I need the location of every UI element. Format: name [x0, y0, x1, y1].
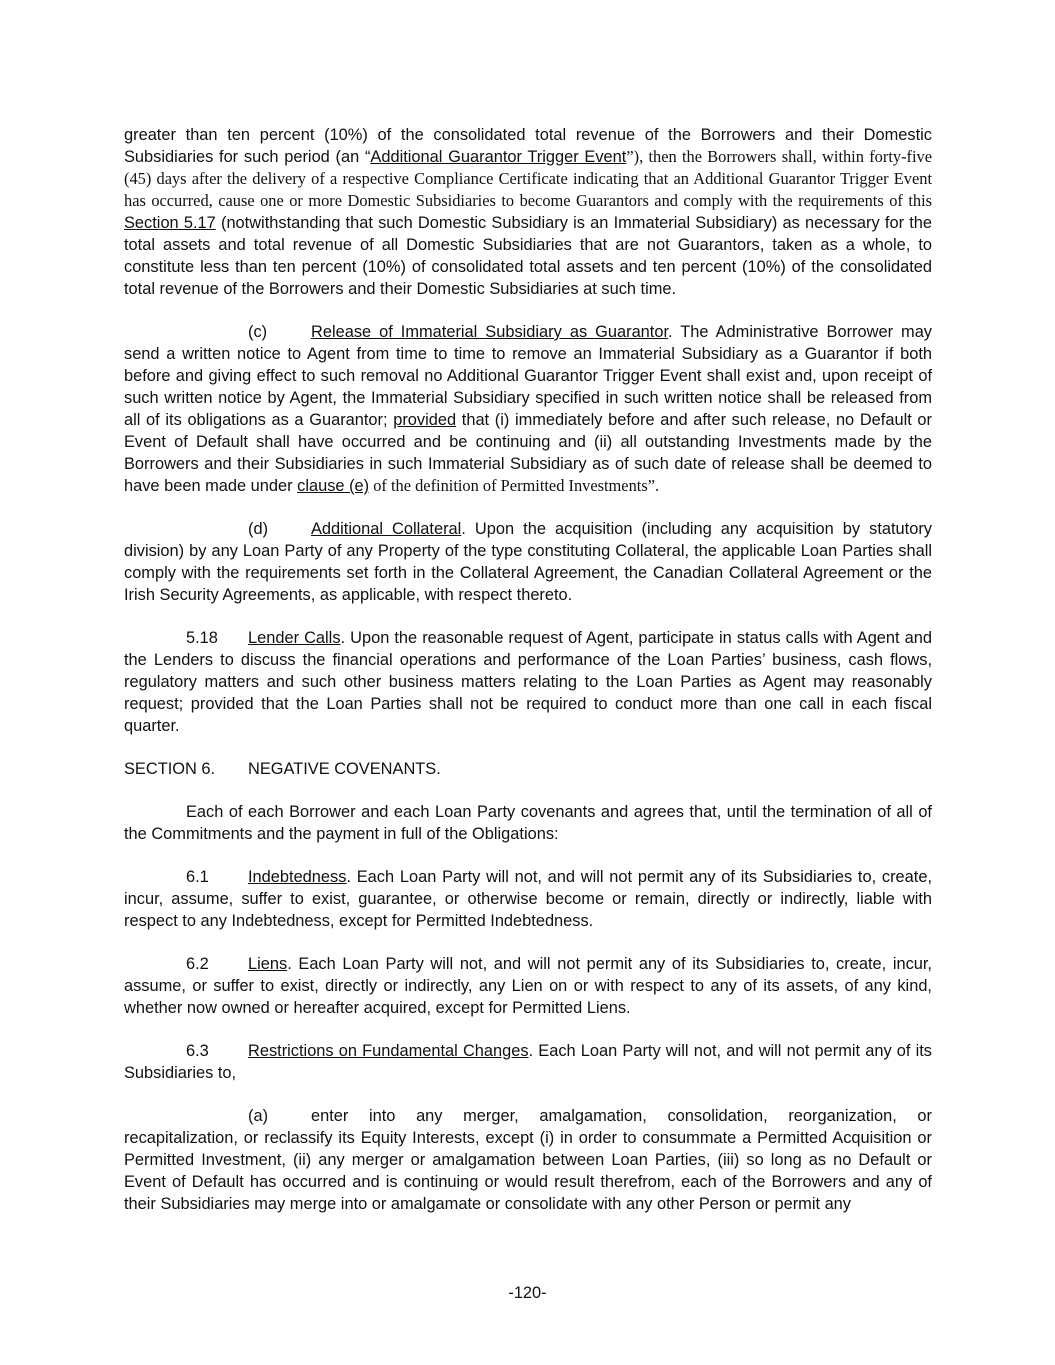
defined-term: Additional Guarantor Trigger Event: [370, 148, 627, 166]
article-number: SECTION 6.: [124, 760, 216, 778]
paragraph-text: . Upon the reasonable request of Agent, participate in status calls with Agent and the Lenders to discuss the financial operations and performance of the Loan Parties’ business, cash flows, regulatory matters and such other business matters relating to the Loan Parties as Agent may reasonably request; provided that the Loan Parties shall not be required to conduct more than one call in each fiscal quarter.: [124, 629, 932, 735]
section-title: Liens: [248, 955, 288, 973]
clause-title: Additional Collateral: [311, 520, 462, 538]
clause-title: Release of Immaterial Subsidiary as Guarantor: [311, 323, 669, 341]
section-6-2: [124, 953, 932, 1019]
section-6-3-a: [124, 1105, 932, 1215]
paragraph-text: enter into any merger, amalgamation, consolidation, reorganization, or recapitalization, or reclassify its Equity Interests, except (i) in order to consummate a Permitted Acquisition or Permitted Investment, (ii) any merger or amalgamation between Loan Parties, (iii) so long as no Default or Event of Default has occurred and is continuing or would result therefrom, each of the Borrowers and any of their Subsidiaries may merge into or amalgamate or consolidate with any other Person or permit any: [124, 1107, 932, 1213]
section-reference: Section 5.17: [124, 214, 216, 232]
section-6-3: [124, 1040, 932, 1084]
paragraph-continuation: [124, 124, 932, 300]
section-title: Restrictions on Fundamental Changes: [248, 1042, 529, 1060]
section-5-18: [124, 627, 932, 737]
paragraph-text: greater than ten percent (10%) of the consolidated total revenue of the Borrowers and their Domestic Subsidiaries for such period (an “: [124, 126, 932, 166]
clause-label: (c): [248, 323, 268, 341]
paragraph-text: (notwithstanding that such Domestic Subsidiary is an Immaterial Subsidiary) as necessary for the total assets and total revenue of all Domestic Subsidiaries that are not Guarantors, taken as a whole, to constitute less than ten percent (10%) of consolidated total assets and ten percent (10%) of the consolidated total revenue of the Borrowers and their Domestic Subsidiaries at such time.: [124, 214, 933, 298]
section-title: Lender Calls: [248, 629, 341, 647]
section-number: 5.18: [186, 629, 218, 647]
paragraph-text: . Each Loan Party will not, and will not permit any of its Subsidiaries to,: [124, 1042, 932, 1082]
paragraph-text: ”), then the Borrowers shall, within forty-five (45) days after the delivery of a respective Compliance Certificate indicating that an Additional Guarantor Trigger Event has occurred, cause one or more Domestic Subsidiaries to become Guarantors and comply with the requirements of this: [124, 147, 933, 210]
paragraph-text: that (i) immediately before and after such release, no Default or Event of Default shall have occurred and be continuing and (ii) all outstanding Investments made by the Borrowers and their Subsidiaries in such Immaterial Subsidiary as of such date of release shall be deemed to have been made under: [124, 411, 932, 495]
paragraph-5-17-c: [124, 321, 932, 497]
paragraph-text: of the definition of Permitted Investments”.: [369, 476, 660, 495]
paragraph-text: . Upon the acquisition (including any acquisition by statutory division) by any Loan Party of any Property of the type constituting Collateral, the applicable Loan Parties shall comply with the requirements set forth in the Collateral Agreement, the Canadian Collateral Agreement or the Irish Security Agreements, as applicable, with respect thereto.: [124, 520, 932, 604]
section-6-heading: [124, 758, 932, 780]
section-title: Indebtedness: [248, 868, 347, 886]
section-6-intro: [124, 801, 932, 845]
paragraph-text: . Each Loan Party will not, and will not permit any of its Subsidiaries to, create, incur, assume, suffer to exist, guarantee, or otherwise become or remain, directly or indirectly, liable with respect to any Indebtedness, except for Permitted Indebtedness.: [124, 868, 932, 930]
document-body: [124, 124, 932, 1215]
paragraph-text: . Each Loan Party will not, and will not permit any of its Subsidiaries to, create, incur, assume, or suffer to exist, directly or indirectly, any Lien on or with respect to any of its assets, of any kind, whether now owned or hereafter acquired, except for Permitted Liens.: [124, 955, 932, 1017]
paragraph-text: Each of each Borrower and each Loan Party covenants and agrees that, until the termination of all of the Commitments and the payment in full of the Obligations:: [124, 803, 932, 843]
clause-label: (d): [248, 520, 269, 538]
clause-label: (a): [248, 1107, 269, 1125]
section-number: 6.2: [186, 955, 209, 973]
section-number: 6.1: [186, 868, 209, 886]
clause-reference: clause (e): [297, 477, 370, 495]
paragraph-5-17-d: [124, 518, 932, 606]
paragraph-text: . The Administrative Borrower may send a written notice to Agent from time to time to remove an Immaterial Subsidiary as a Guarantor if both before and giving effect to such removal no Additional Guarantor Trigger Event shall exist and, upon receipt of such written notice by Agent, the Immaterial Subsidiary specified in such written notice shall be released from all of its obligations as a Guarantor;: [124, 323, 932, 429]
page-number: -120-: [508, 1284, 547, 1302]
section-6-1: [124, 866, 932, 932]
proviso-term: provided: [393, 411, 457, 429]
section-number: 6.3: [186, 1042, 209, 1060]
article-title: NEGATIVE COVENANTS.: [248, 760, 441, 778]
